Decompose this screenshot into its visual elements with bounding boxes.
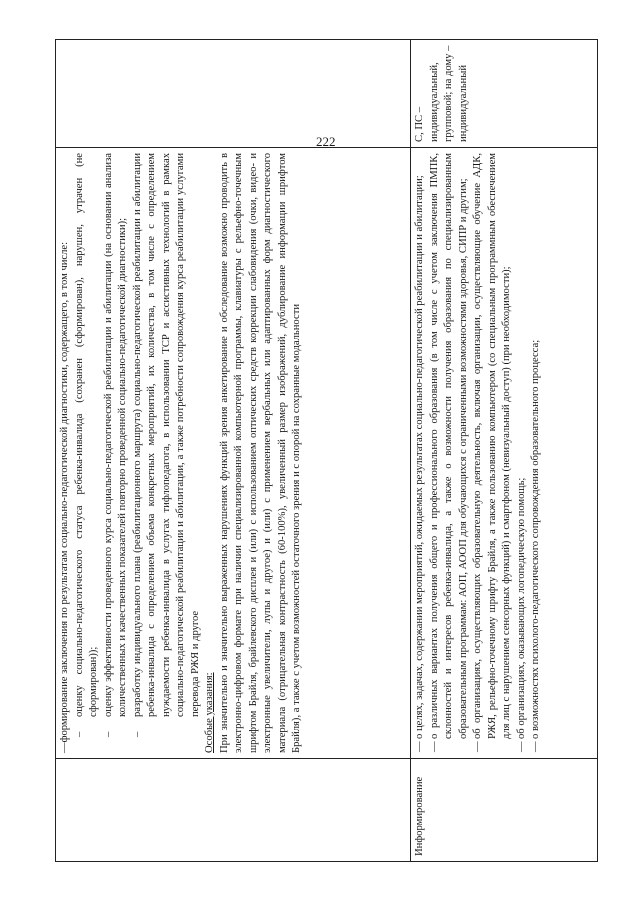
row2-item-1: — о целях, задачах, содержании мероприятий, ожидаемых результатах социально-педагогической реабилитации и абилитации;	[414, 175, 425, 752]
row1-content-cell	[56, 148, 411, 759]
row1-subitem-2: – оценку эффективности проведенного курса социально-педагогической реабилитации и абилитации (на основании анализа количественных и качественных показателей повторно проведенной социально-педагогической диагностики);	[102, 153, 128, 737]
page-number: 222	[316, 134, 336, 149]
row2-item-4: — об организациях, оказывающих логопедическую помощь;	[515, 477, 527, 752]
row2-service-cell: Информирование	[411, 759, 598, 862]
special-instructions-heading: Особые указания:	[204, 672, 215, 753]
rehabilitation-table	[55, 39, 598, 862]
row2-content-cell	[411, 148, 598, 759]
row2-item-2: — о различных вариантах получения общего и профессионального образования (в том числе с учетом заключения ПМПК, склонностей и интересов ребенка-инвалида, а также о возможности получения образования по специализированным образовательным программам: АОП, АООП для обучающихся с ограниченными возможностями здоровья, СИПР и другим;	[428, 153, 469, 752]
row1-service-cell	[56, 759, 411, 862]
row1-subitem-3: – разработку индивидуального плана (реабилитационного маршрута) социально-педагогической реабилитации и абилитации ребенка-инвалида с определением объема конкретных мероприятий, их количества, в том числе с определением нуждаемости ребенка-инвалида в услугах тифлопедагога, в использовании ТСР и ассистивных технологий в рамках социально-педагогической реабилитации и абилитации, а также потребности сопровождения курса реабилитации услугами перевода РЖЯ и другое	[131, 153, 201, 737]
row2-item-3: — об организациях, осуществляющих образовательную деятельность, включая организации, осуществляющие обучение АДК, РЖЯ, рельефно-точечному шрифту Брайля, а также пользованию компьютером (со специальным программным обеспечением для лиц с нарушением сенсорных функций) и смартфоном (невизуальный доступ) (при необходимости);	[472, 153, 512, 752]
row1-subitem-1: – оценку социально-педагогического статуса ребенка-инвалида (сохранен (сформирован), нарушен, утрачен (не сформирован));	[73, 153, 99, 737]
row2-item-5: — о возможностях психолого-педагогического сопровождения образовательного процесса;	[530, 339, 541, 752]
row1-intro: —формирование заключения по результатам социально-педагогической диагностики, содержащего, в том числе:	[59, 241, 70, 753]
table-row	[411, 40, 598, 862]
row2-form-cell: С, ПС – индивидуальный, групповой; на дому – индивидуальный	[411, 40, 598, 148]
table-row	[56, 40, 411, 862]
row1-form-cell	[56, 40, 411, 148]
special-instructions-text: При значительно и значительно выраженных нарушениях функций зрения анкетирование и обследование возможно проводить в электронно-цифровом формате при наличии специализированной компьютерной программы, клавиатуры с рельефно-точечным шрифтом Брайля, брайлевского дисплея и (или) с использованием оптических средств коррекции слабовидения (очки, видео- и электронные увеличители, лупы и другое) и (или) с применением вербальных или адаптированных форм диагностического материала (отрицательная контрастность (60-100%), увеличенный размер изображений, дублирование информации шрифтом Брайля), а также с учетом возможностей остаточного зрения и с опорой на сохранные модальности	[218, 153, 302, 753]
rotated-table-container	[55, 39, 597, 862]
